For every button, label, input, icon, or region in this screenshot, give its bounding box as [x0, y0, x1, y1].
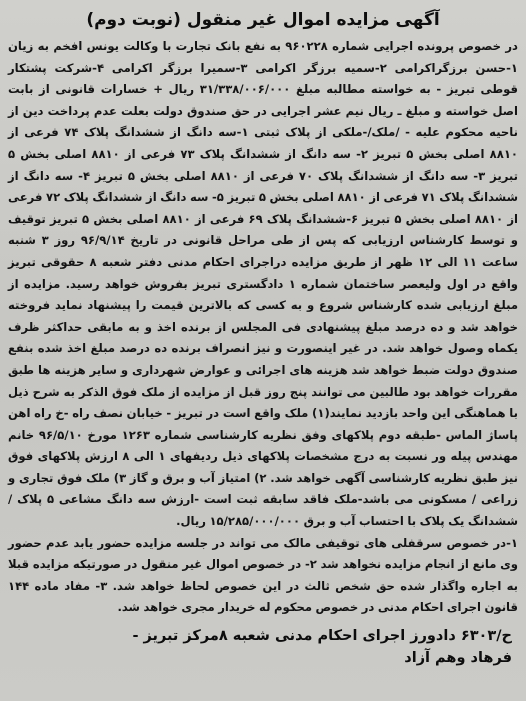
notice-signature	[8, 625, 518, 669]
notice-terms-paragraph: ۱-در خصوص سرقفلی های توقیفی مالک می تواند در جلسه مزایده حضور یابد عدم حضور وی مانع از انجام مزایده نخواهد شد ۲- در خصوص اموال غیر منقول در صورتیکه مزایده قبلا به اجاره واگذار شده حق شخص ثالث در این خصوص لحاظ خواهد شد. ۳- مفاد ماده ۱۴۴ قانون اجرای احکام مدنی در خصوص محکوم له خریدار مجری خواهد شد.	[8, 535, 518, 615]
notice-main-paragraph: در خصوص پرونده اجرایی شماره ۹۶۰۲۲۸ به نفع بانک تجارت با وکالت یونس افخم به زیان ۱-حسن برزگراکرامی ۲-سمیه برزگر اکرامی ۳-سمیرا برزگر اکرامی ۴-شرکت پشتکار قوطی تبریز - به خواسته مطالبه مبلغ ۳۱/۳۳۸/۰۰۶/۰۰۰ ریال + خسارات قانونی از بابت اصل خواسته و مبلغ ـ ریال نیم عشر اجرایی در حق صندوق دولت بعلت عدم پرداخت دین از ناحیه محکوم علیه - /ملک/-ملکی از پلاک ثبتی ۱-سه دانگ از ششدانگ پلاک ۷۴ فرعی از ۸۸۱۰ اصلی بخش ۵ تبریز ۲- سه دانگ از ششدانگ پلاک ۷۳ فرعی از ۸۸۱۰ اصلی بخش ۵ تبریز ۳- سه دانگ از ششدانگ پلاک ۷۰ فرعی از ۸۸۱۰ اصلی بخش ۵ تبریز ۴- سه دانگ از ششدانگ پلاک ۷۱ فرعی از ۸۸۱۰ اصلی بخش ۵ تبریز ۵- سه دانگ از ششدانگ پلاک ۷۲ فرعی از ۸۸۱۰ اصلی بخش ۵ تبریز ۶-ششدانگ پلاک ۶۹ فرعی از ۸۸۱۰ اصلی بخش ۵ تبریز توقیف و توسط کارشناس ارزیابی که پس از طی مراحل قانونی در تاریخ ۹۶/۹/۱۴ روز ۳ شنبه ساعت ۱۱ الی ۱۲ ظهر از طریق مزایده دراجرای احکام مدنی دفتر شعبه ۸ حقوقی تبریز واقع در اول ولیعصر ساختمان شماره ۱ دادگستری تبریز بفروش خواهد رسید. مزایده از مبلغ ارزیابی شده کارشناس شروع و به کسی که بالاترین قیمت را پیشنهاد نماید فروخته خواهد شد و ده درصد مبلغ پیشنهادی فی المجلس از برنده اخذ و به مابقی حداکثر ظرف یکماه وصول خواهد شد. در غیر اینصورت و نیز انصراف برنده ده درصد مبلغ اخذ شده بنفع صندوق دولت ضبط خواهد شد هزینه های اجرائی و عوارض شهرداری و سایر هزینه ها طبق مقررات خواهد بود طالبین می توانند پنج روز قبل از مزایده از ملک فوق الذکر به شرح ذیل با هماهنگی این واحد بازدید نمایند(۱) ملک واقع است در تبریز - خیابان نصف راه -خ راه اهن پاساژ الماس -طبقه دوم پلاکهای وفق نظریه کارشناسی شماره ۱۲۶۳ مورخ ۹۶/۵/۱۰ خانم مهندس پیله ور نسبت به درج مشخصات پلاکهای ذیل ردیفهای ۱ الی ۸ ارزش پلاکهای فوق نیز طبق نظریه کارشناسی آگهی خواهد شد. ۲) امتیاز آب و برق و گاز ۳) ملک فوق تجاری و زراعی / مسکونی می باشد-ملک فاقد سابقه ثبت است -ارزش سه دانگ مشاعی ۵ پلاک /ششدانگ یک پلاک با احتساب آب و برق ۱۵/۲۸۵/۰۰۰/۰۰۰ ریال.	[8, 39, 519, 529]
notice-title: آگهی مزایده اموال غیر منقول (نوبت دوم)	[86, 10, 440, 30]
notice-body	[8, 36, 518, 619]
signature-name: فرهاد وهم آزاد	[404, 650, 512, 667]
signature-office: ح/۶۳۰۳ دادورز اجرای احکام مدنی شعبه ۸مرکز تبریز -	[132, 628, 512, 645]
